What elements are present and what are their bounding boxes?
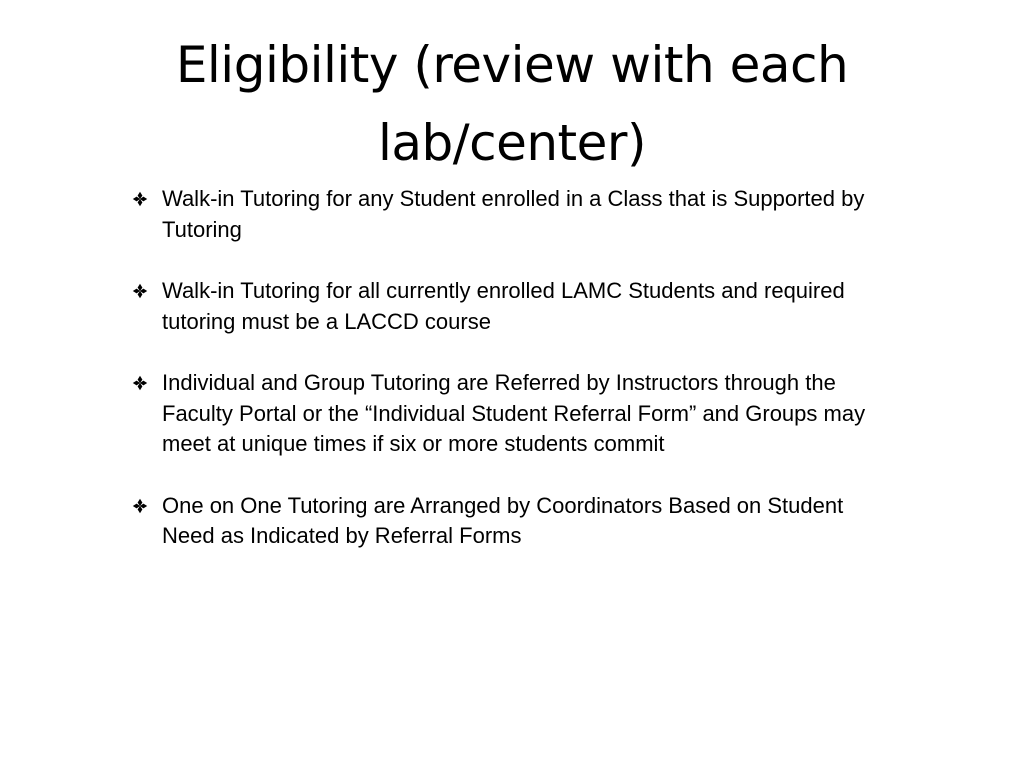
bullet-text: Individual and Group Tutoring are Referred by Instructors through the Faculty Portal or the “Individual Student Referral Form” and Groups may meet at unique times if six or more students commit xyxy=(162,370,866,456)
bullet-item-walk-in-class xyxy=(131,184,891,245)
bullet-item-individual-group xyxy=(131,368,891,460)
bullet-text: Walk-in Tutoring for all currently enrolled LAMC Students and required tutoring must be a LACCD course xyxy=(162,278,845,334)
four-diamond-bullet-icon xyxy=(131,368,149,399)
bullet-text: Walk-in Tutoring for any Student enrolled in a Class that is Supported by Tutoring xyxy=(162,186,865,242)
bullet-item-walk-in-lamc xyxy=(131,276,891,337)
bullet-text: One on One Tutoring are Arranged by Coordinators Based on Student Need as Indicated by Referral Forms xyxy=(162,492,844,548)
four-diamond-bullet-icon xyxy=(131,184,149,215)
four-diamond-bullet-icon xyxy=(131,491,149,522)
bullet-list xyxy=(131,184,891,583)
slide-title: Eligibility (review with each lab/center) xyxy=(175,36,849,172)
bullet-item-one-on-one xyxy=(131,491,891,552)
four-diamond-bullet-icon xyxy=(131,276,149,307)
